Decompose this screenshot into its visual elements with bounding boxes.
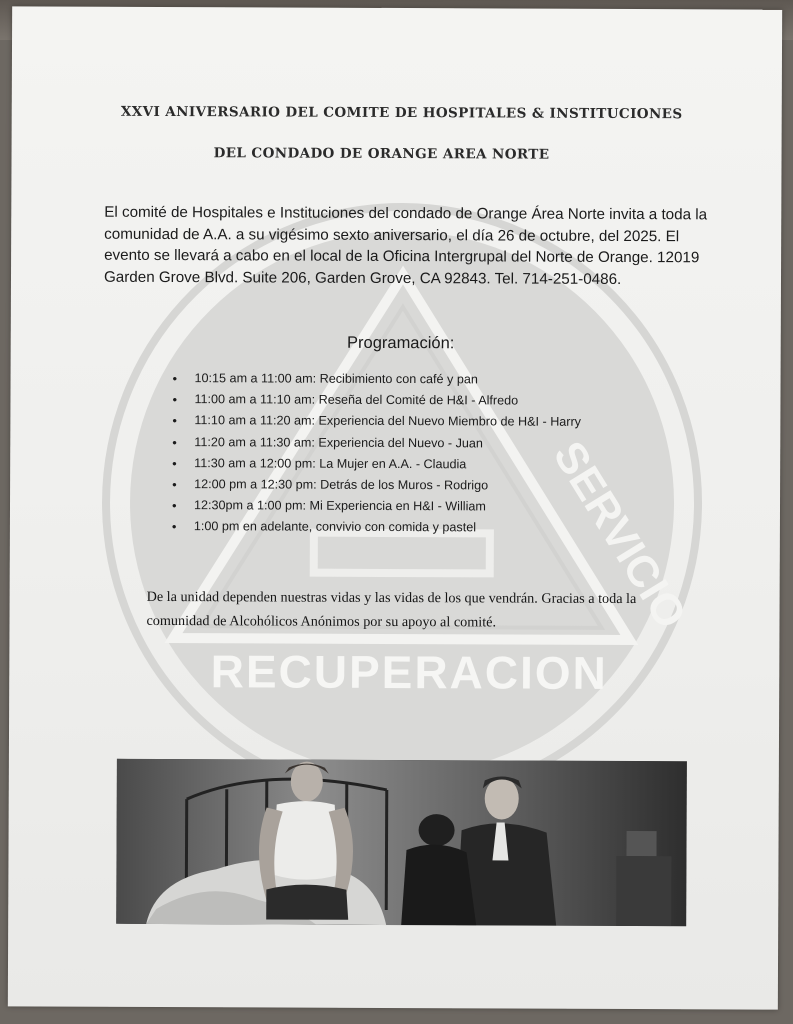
list-item: • 11:20 am a 11:30 am: Experiencia del Nuevo - Juan <box>172 432 692 455</box>
list-item: • 11:30 am a 12:00 pm: La Mujer en A.A. - Claudia <box>172 453 692 476</box>
intro-paragraph: El comité de Hospitales e Instituciones del condado de Orange Área Norte invita a toda la comunidad de A.A. a su vigésimo sexto aniversario, el día 26 de octubre, del 2025. El evento se llevará a cabo en el local de la Oficina Intergrupal del Norte de Orange. 12019 Garden Grove Blvd. Suite 206, Garden Grove, CA 92843. Tel. 714-251-0486. <box>103 203 708 288</box>
list-item: • 10:15 am a 11:00 am: Recibimiento con café y pan <box>173 368 693 391</box>
list-item: • 1:00 pm en adelante, convivio con comida y pastel <box>172 516 692 539</box>
flyer-page <box>8 6 782 1009</box>
title-line-1: XXVI ANIVERSARIO DEL COMITE DE HOSPITALES & INSTITUCIONES <box>120 103 683 123</box>
closing-paragraph: De la unidad dependen nuestras vidas y las vidas de los que vendrán. Gracias a toda la comunidad de Alcohólicos Anónimos por su apoyo al comité. <box>146 588 637 631</box>
illustration-drawing <box>116 759 687 926</box>
title-line-2: DEL CONDADO DE ORANGE AREA NORTE <box>213 145 550 163</box>
list-item: • 12:00 pm a 12:30 pm: Detrás de los Muros - Rodrigo <box>172 474 692 497</box>
list-item: • 11:10 am a 11:20 am: Experiencia del Nuevo Miembro de H&I - Harry <box>172 410 692 433</box>
program-schedule-list <box>172 368 693 540</box>
program-heading: Programación: <box>347 333 455 353</box>
list-item: • 12:30pm a 1:00 pm: Mi Experiencia en H&I - William <box>172 495 692 518</box>
list-item: • 11:00 am a 11:10 am: Reseña del Comité de H&I - Alfredo <box>172 389 692 412</box>
watermark-word-bottom: RECUPERACION <box>210 645 608 699</box>
vintage-illustration <box>116 759 687 926</box>
watermark-word-top: SERVICIO <box>543 433 696 638</box>
